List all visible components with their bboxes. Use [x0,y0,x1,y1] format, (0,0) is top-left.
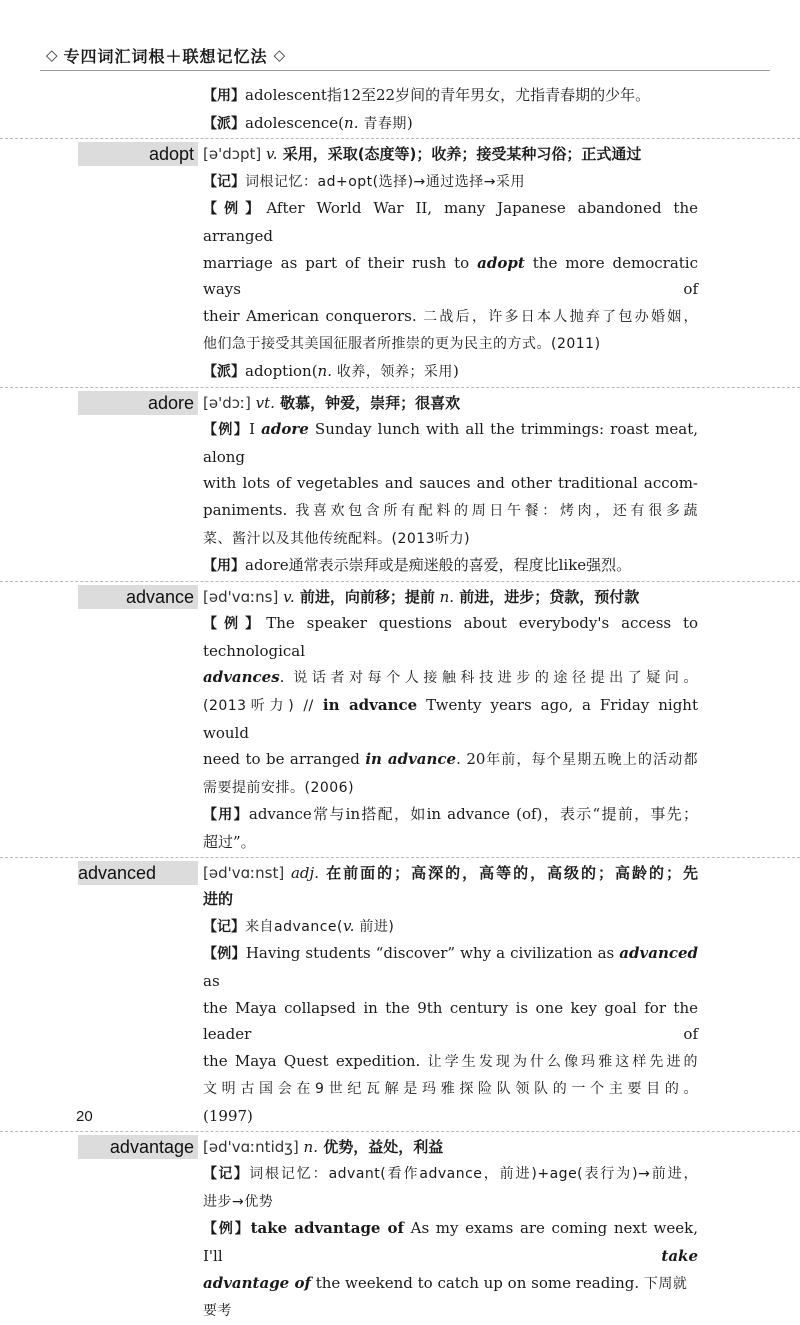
chinese-text: 来自advance( [245,918,343,935]
keyword: adopt [477,253,525,272]
body-text: Twenty years ago, a Friday night would [203,696,698,742]
entry-line [0,387,800,417]
body-text: paniments. [203,500,296,519]
entry-continued [0,82,800,137]
page-number: 20 [76,1108,93,1125]
entry-line [0,552,800,580]
entry-line [0,138,800,168]
entry-line [0,1131,800,1161]
section-tag: 【记】 [203,918,245,935]
entry-line [0,82,800,110]
entry-line [0,1103,800,1130]
body-text: Having students “discover” why a civilization as [245,944,620,963]
pronunciation: [əd'vɑːns] [203,587,279,606]
chinese-text: (2013听力) // [203,698,323,715]
entry-line [0,330,800,358]
entry-line [0,1215,800,1269]
part-of-speech: n. [298,1137,318,1156]
body-text: After World War II, many Japanese abandoned the arranged [203,199,698,245]
part-of-speech: adj. [284,863,319,882]
part-of-speech: vt. [250,393,275,412]
body-text: their American conquerors. [203,306,424,325]
page-header [40,40,770,71]
part-of-speech: n. [344,113,359,132]
chinese-text: 词根记忆：ad+opt(选择)→通过选择→采用 [245,173,526,190]
entry-line [0,1048,800,1076]
chinese-text: 让学生发现为什么像玛雅这样先进的 [427,1053,699,1070]
section-tag: 【例】 [203,1221,251,1238]
entry-line [0,857,800,887]
body-text: adolescence( [245,113,345,132]
entry-line [0,995,800,1048]
chinese-text: 进步→优势 [203,1193,274,1210]
diamond-icon: ◇ [273,46,286,64]
chinese-text: 我喜欢包含所有配料的周日午餐：烤肉，还有很多蔬 [295,502,699,519]
body-text: The speaker questions about everybody's access to technological [203,614,698,660]
entry-line [0,250,800,303]
body-text: marriage as part of their rush to [203,253,478,272]
entry-line [0,1075,800,1103]
entry-line [0,1160,800,1188]
entry-line [0,664,800,692]
body-text: ) [452,361,459,380]
pronunciation: [əd'vɑːntidʒ] [203,1137,299,1156]
part-of-speech: v. [261,145,278,164]
entry-advance [0,581,800,856]
body-text: Sunday lunch with all the trimmings: roast meat, along [203,420,698,466]
entry-adore [0,387,800,580]
entry-line [0,913,800,941]
body-text: . [279,668,294,687]
keyword: take [661,1246,698,1265]
definition: 在前面的；高深的，高等的，高级的；高龄的；先 [318,863,698,882]
entry-line [0,497,800,525]
entry-line [0,610,800,664]
entry-line [0,886,800,913]
body-text: adore通常表示崇拜或是痴迷般的喜爱，程度比like强烈。 [245,556,632,575]
chinese-text: 年前，每个星期五晚上的活动都 [485,752,698,769]
entry-advanced [0,857,800,1130]
entry-line [0,829,800,856]
chinese-text: 下周就要考 [203,1275,688,1320]
entry-line [0,168,800,196]
pronunciation: [əd'vɑːnst] [203,863,285,882]
body-text: I [249,420,262,439]
pronunciation: [ə'dɔː] [203,393,251,412]
keyword: advances [203,668,280,687]
definition: 采用，采取(态度等)；收养；接受某种习俗；正式通过 [277,145,642,164]
section-tag: 【例】 [203,201,267,218]
headword: advanced [78,861,198,885]
chinese-text: 他们急于接受其美国征服者所推崇的更为民主的方式。(2011) [203,336,601,353]
body-text: As my exams are coming next week, I'll [203,1219,698,1265]
definition: 前进，向前移；提前 [294,587,435,606]
phrase: in advance [322,696,418,715]
body-text: adolescent指12至22岁间的青年男女，尤指青春期的少年。 [245,86,651,104]
headword: adopt [78,142,198,166]
dictionary-entries [0,82,800,1325]
body-text: (1997) [203,1106,253,1125]
definition: 敬慕，钟爱，崇拜；很喜欢 [274,393,461,412]
entry-line [0,581,800,611]
chinese-text: 需要提前安排。(2006) [203,779,355,796]
entry-line [0,303,800,331]
part-of-speech: n. [434,587,455,606]
body-text: adoption( [245,361,318,380]
section-tag: 【记】 [203,1166,250,1183]
definition: 前进，进步；贷款，预付款 [454,587,640,606]
body-text: as [203,972,220,990]
body-text: 超过”。 [203,833,256,852]
headword: adore [78,391,198,415]
entry-line [0,774,800,802]
keyword: advanced [619,944,699,963]
diamond-icon: ◇ [46,46,58,64]
body-text: with lots of vegetables and sauces and other traditional accom- [203,474,698,493]
body-text: the more democratic ways of [203,253,698,299]
entry-line [0,470,800,497]
section-tag: 【例】 [203,616,267,633]
chinese-text: 文明古国会在9世纪瓦解是玛雅探险队领队的一个主要目的。 [203,1081,698,1098]
keyword: adore [261,420,309,439]
body-text: advance常与in搭配，如in advance (of)，表示“提前，事先； [248,805,698,824]
section-tag: 【例】 [203,422,250,439]
entry-line [0,940,800,994]
section-tag: 【用】 [203,558,245,575]
keyword: advantage of [203,1273,311,1292]
entry-line [0,416,800,470]
body-text: . 20 [456,750,486,769]
entry-line [0,358,800,386]
part-of-speech: v. [278,587,295,606]
body-text: the Maya Quest expedition. [203,1051,428,1070]
entry-adopt [0,138,800,385]
entry-line [0,1270,800,1325]
headword: advance [78,585,198,609]
chinese-text: 青春期 [358,115,407,132]
entry-advantage [0,1131,800,1325]
entry-line [0,195,800,249]
entry-line [0,110,800,138]
entry-line [0,692,800,746]
section-tag: 【用】 [203,88,245,104]
chinese-text: 收养，领养；采用 [331,363,453,380]
definition: 优势，益处，利益 [317,1137,444,1156]
entry-line [0,801,800,829]
chinese-text: 前进) [354,918,395,935]
body-text: the Maya collapsed in the 9th century is one key goal for the leader of [203,998,698,1044]
phrase: take advantage of [250,1219,405,1238]
chinese-text: 词根记忆：advant(看作advance，前进)+age(表行为)→前进， [249,1166,699,1183]
chinese-text: 菜、酱汁以及其他传统配料。(2013听力) [203,530,471,547]
part-of-speech: v. [342,916,355,935]
section-tag: 【例】 [203,946,246,963]
pronunciation: [ə'dɔpt] [203,145,262,164]
section-tag: 【派】 [203,115,245,132]
definition: 进的 [203,890,234,909]
headword: advantage [78,1135,198,1159]
section-tag: 【记】 [203,173,245,190]
part-of-speech: n. [317,361,332,380]
keyword: in advance [365,750,457,769]
book-title: 专四词汇词根＋联想记忆法 [63,46,268,66]
body-text: ) [406,113,413,132]
chinese-text: 说话者对每个人接触科技进步的途径提出了疑问。 [293,670,698,687]
entry-line [0,746,800,774]
body-text: need to be arranged [203,750,366,769]
section-tag: 【派】 [203,363,245,380]
entry-line [0,1188,800,1216]
body-text: the weekend to catch up on some reading. [310,1273,644,1292]
entry-line [0,525,800,553]
section-tag: 【用】 [203,807,249,824]
chinese-text: 二战后，许多日本人抛弃了包办婚姻， [423,308,699,325]
